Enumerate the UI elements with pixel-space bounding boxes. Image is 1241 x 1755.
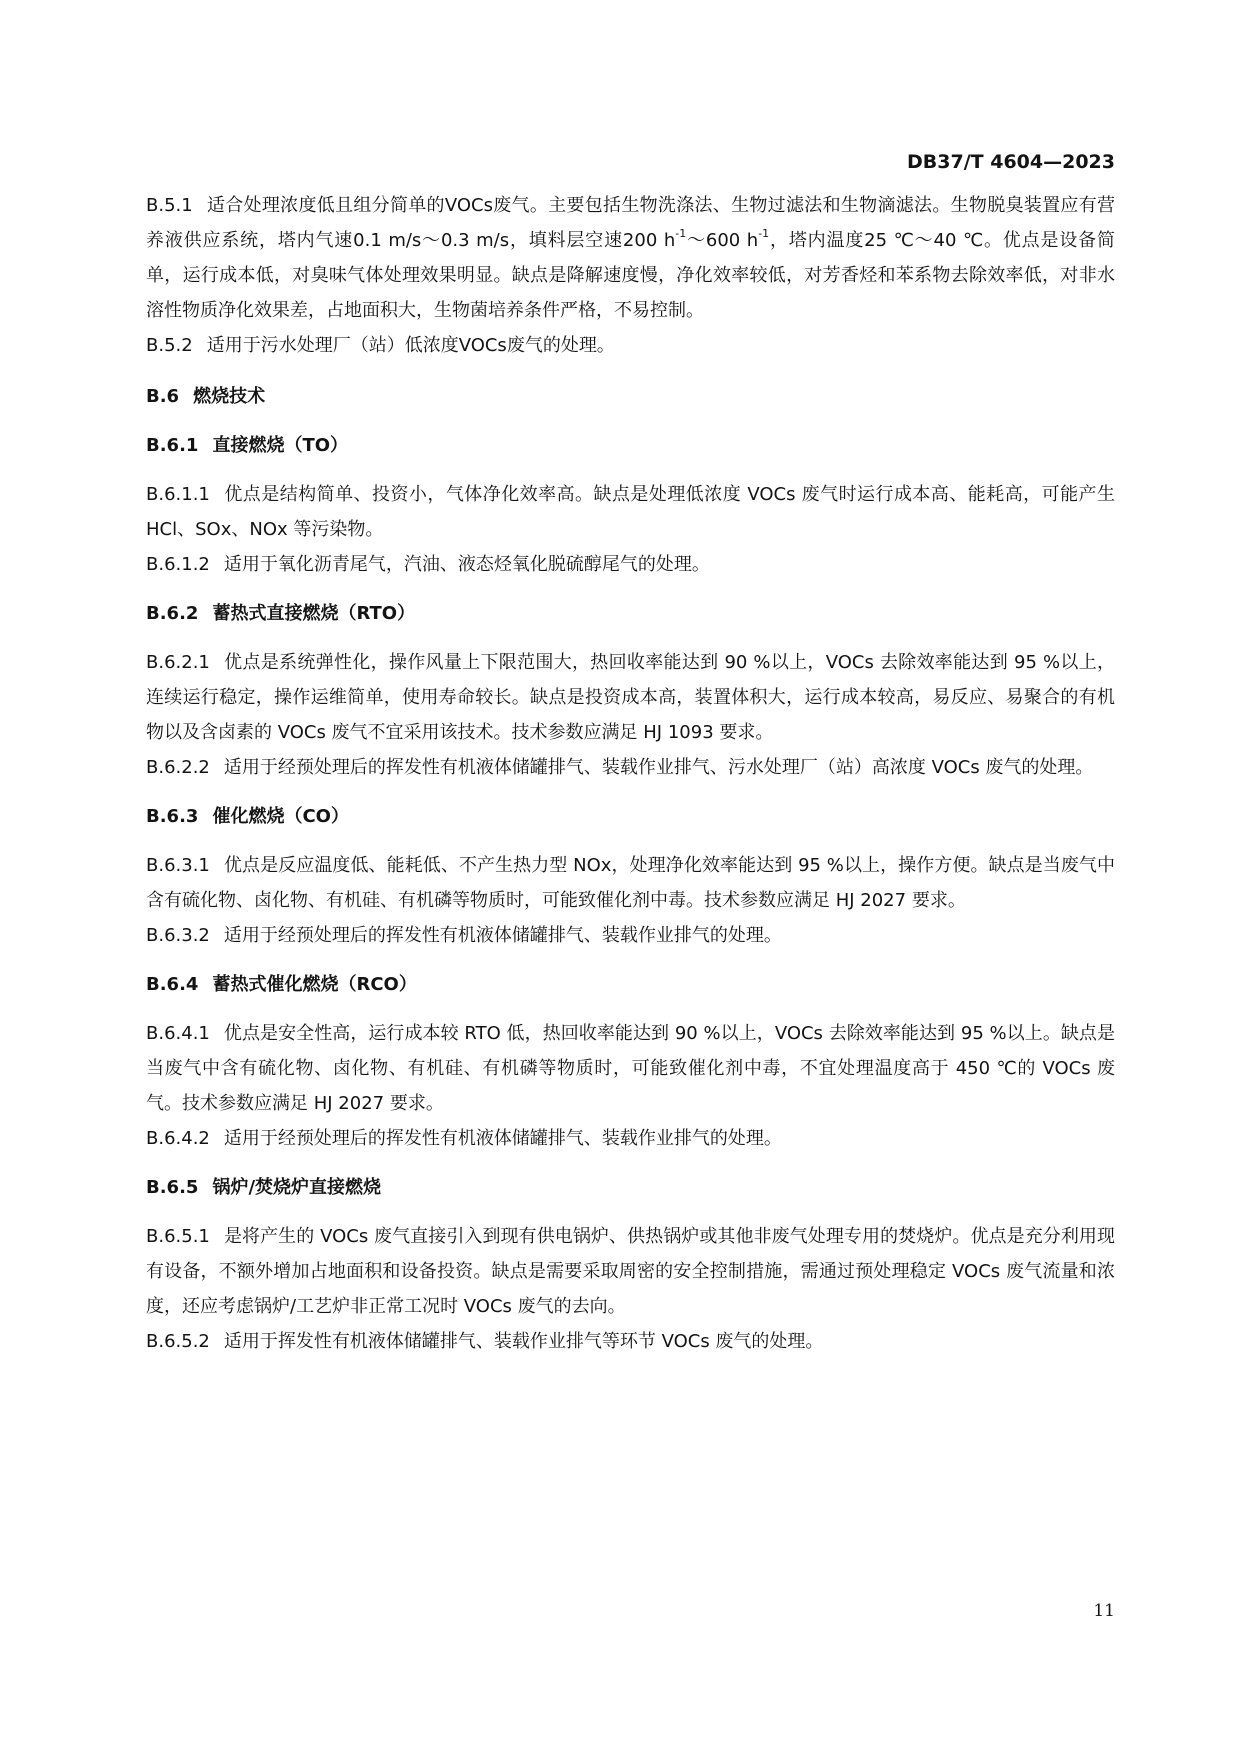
section-heading-b6-2 xyxy=(146,596,1115,631)
section-number: B.6.3 xyxy=(146,806,199,827)
section-heading-b6-1 xyxy=(146,428,1115,463)
clause-number: B.6.1.1 xyxy=(146,484,210,505)
clause-number: B.6.5.2 xyxy=(146,1331,210,1352)
document-body xyxy=(146,188,1115,1359)
clause-b6-1-2 xyxy=(146,547,1115,582)
section-title: 蓄热式催化燃烧（RCO） xyxy=(212,974,417,995)
clause-b6-3-1 xyxy=(146,848,1115,918)
clause-number: B.6.1.2 xyxy=(146,554,210,575)
clause-text: 适用于污水处理厂（站）低浓度VOCs废气的处理。 xyxy=(206,335,615,356)
clause-text: ～600 h xyxy=(686,230,759,251)
clause-text: 适用于氧化沥青尾气，汽油、液态烃氧化脱硫醇尾气的处理。 xyxy=(223,554,710,575)
clause-number: B.6.5.1 xyxy=(146,1226,210,1247)
clause-b5-1 xyxy=(146,188,1115,328)
section-title: 直接燃烧（TO） xyxy=(212,435,349,456)
section-title: 蓄热式直接燃烧（RTO） xyxy=(212,603,416,624)
clause-number: B.5.1 xyxy=(146,195,193,216)
clause-b6-4-2 xyxy=(146,1121,1115,1156)
superscript: -1 xyxy=(675,227,687,240)
section-number: B.6.4 xyxy=(146,974,199,995)
clause-number: B.6.4.1 xyxy=(146,1023,210,1044)
clause-number: B.6.2.2 xyxy=(146,757,210,778)
section-number: B.6.1 xyxy=(146,435,199,456)
section-title: 锅炉/焚烧炉直接燃烧 xyxy=(212,1177,382,1198)
clause-b6-5-2 xyxy=(146,1324,1115,1359)
clause-text: 适用于经预处理后的挥发性有机液体储罐排气、装载作业排气的处理。 xyxy=(223,925,782,946)
clause-text: 适用于挥发性有机液体储罐排气、装载作业排气等环节 VOCs 废气的处理。 xyxy=(223,1331,824,1352)
page-number: 11 xyxy=(1093,1601,1115,1621)
clause-text: 优点是反应温度低、能耗低、不产生热力型 NOx，处理净化效率能达到 95 %以上，操作方便。缺点是当废气中含有硫化物、卤化物、有机硅、有机磷等物质时，可能致催化剂中毒。技术参数应满足 HJ 2027 要求。 xyxy=(146,855,1115,911)
clause-text: 优点是安全性高，运行成本较 RTO 低，热回收率能达到 90 %以上，VOCs 去除效率能达到 95 %以上。缺点是当废气中含有硫化物、卤化物、有机硅、有机磷等物质时，可能致催化剂中毒，不宜处理温度高于 450 ℃的 VOCs 废气。技术参数应满足 HJ 2027 要求。 xyxy=(146,1023,1115,1114)
clause-number: B.6.2.1 xyxy=(146,652,210,673)
clause-text: ，塔内温度25 ℃～40 ℃。优点是设备简单，运行成本低，对臭味气体处理效果明显。缺点是降解速度慢，净化效率较低，对芳香烃和苯系物去除效率低，对非水溶性物质净化效果差，占地面积大，生物菌培养条件严格，不易控制。 xyxy=(146,230,1115,321)
section-number: B.6 xyxy=(146,386,180,407)
clause-text: 适合处理浓度低且组分简单的VOCs废气。主要包括生物洗涤法、生物过滤法和生物滴滤法。生物脱臭装置应有营养液供应系统，塔内气速0.1 m/s～0.3 m/s，填料层空速200 h xyxy=(146,195,1115,251)
clause-b6-4-1 xyxy=(146,1016,1115,1121)
section-heading-b6-4 xyxy=(146,967,1115,1002)
clause-b6-5-1 xyxy=(146,1219,1115,1324)
clause-b6-2-1 xyxy=(146,645,1115,750)
clause-text: 优点是系统弹性化，操作风量上下限范围大，热回收率能达到 90 %以上，VOCs 去除效率能达到 95 %以上，连续运行稳定，操作运维简单，使用寿命较长。缺点是投资成本高，装置体积大，运行成本较高，易反应、易聚合的有机物以及含卤素的 VOCs 废气不宜采用该技术。技术参数应满足 HJ 1093 要求。 xyxy=(146,652,1115,743)
section-heading-b6-3 xyxy=(146,799,1115,834)
clause-b6-2-2 xyxy=(146,750,1115,785)
section-title: 催化燃烧（CO） xyxy=(212,806,349,827)
clause-text: 适用于经预处理后的挥发性有机液体储罐排气、装载作业排气、污水处理厂（站）高浓度 VOCs 废气的处理。 xyxy=(223,757,1094,778)
clause-number: B.6.3.1 xyxy=(146,855,210,876)
clause-b5-2 xyxy=(146,328,1115,363)
clause-b6-1-1 xyxy=(146,477,1115,547)
clause-b6-3-2 xyxy=(146,918,1115,953)
clause-number: B.6.3.2 xyxy=(146,925,210,946)
section-heading-b6-5 xyxy=(146,1170,1115,1205)
section-heading-b6 xyxy=(146,379,1115,414)
document-code-header: DB37/T 4604—2023 xyxy=(907,151,1115,173)
clause-text: 是将产生的 VOCs 废气直接引入到现有供电锅炉、供热锅炉或其他非废气处理专用的焚烧炉。优点是充分利用现有设备，不额外增加占地面积和设备投资。缺点是需要采取周密的安全控制措施，需通过预处理稳定 VOCs 废气流量和浓度，还应考虑锅炉/工艺炉非正常工况时 VOCs 废气的去向。 xyxy=(146,1226,1115,1317)
clause-number: B.5.2 xyxy=(146,335,193,356)
section-title: 燃烧技术 xyxy=(193,386,266,407)
clause-text: 适用于经预处理后的挥发性有机液体储罐排气、装载作业排气的处理。 xyxy=(223,1128,782,1149)
clause-number: B.6.4.2 xyxy=(146,1128,210,1149)
section-number: B.6.5 xyxy=(146,1177,199,1198)
superscript: -1 xyxy=(758,227,770,240)
clause-text: 优点是结构简单、投资小，气体净化效率高。缺点是处理低浓度 VOCs 废气时运行成本高、能耗高，可能产生 HCl、SOx、NOx 等污染物。 xyxy=(146,484,1115,540)
section-number: B.6.2 xyxy=(146,603,199,624)
